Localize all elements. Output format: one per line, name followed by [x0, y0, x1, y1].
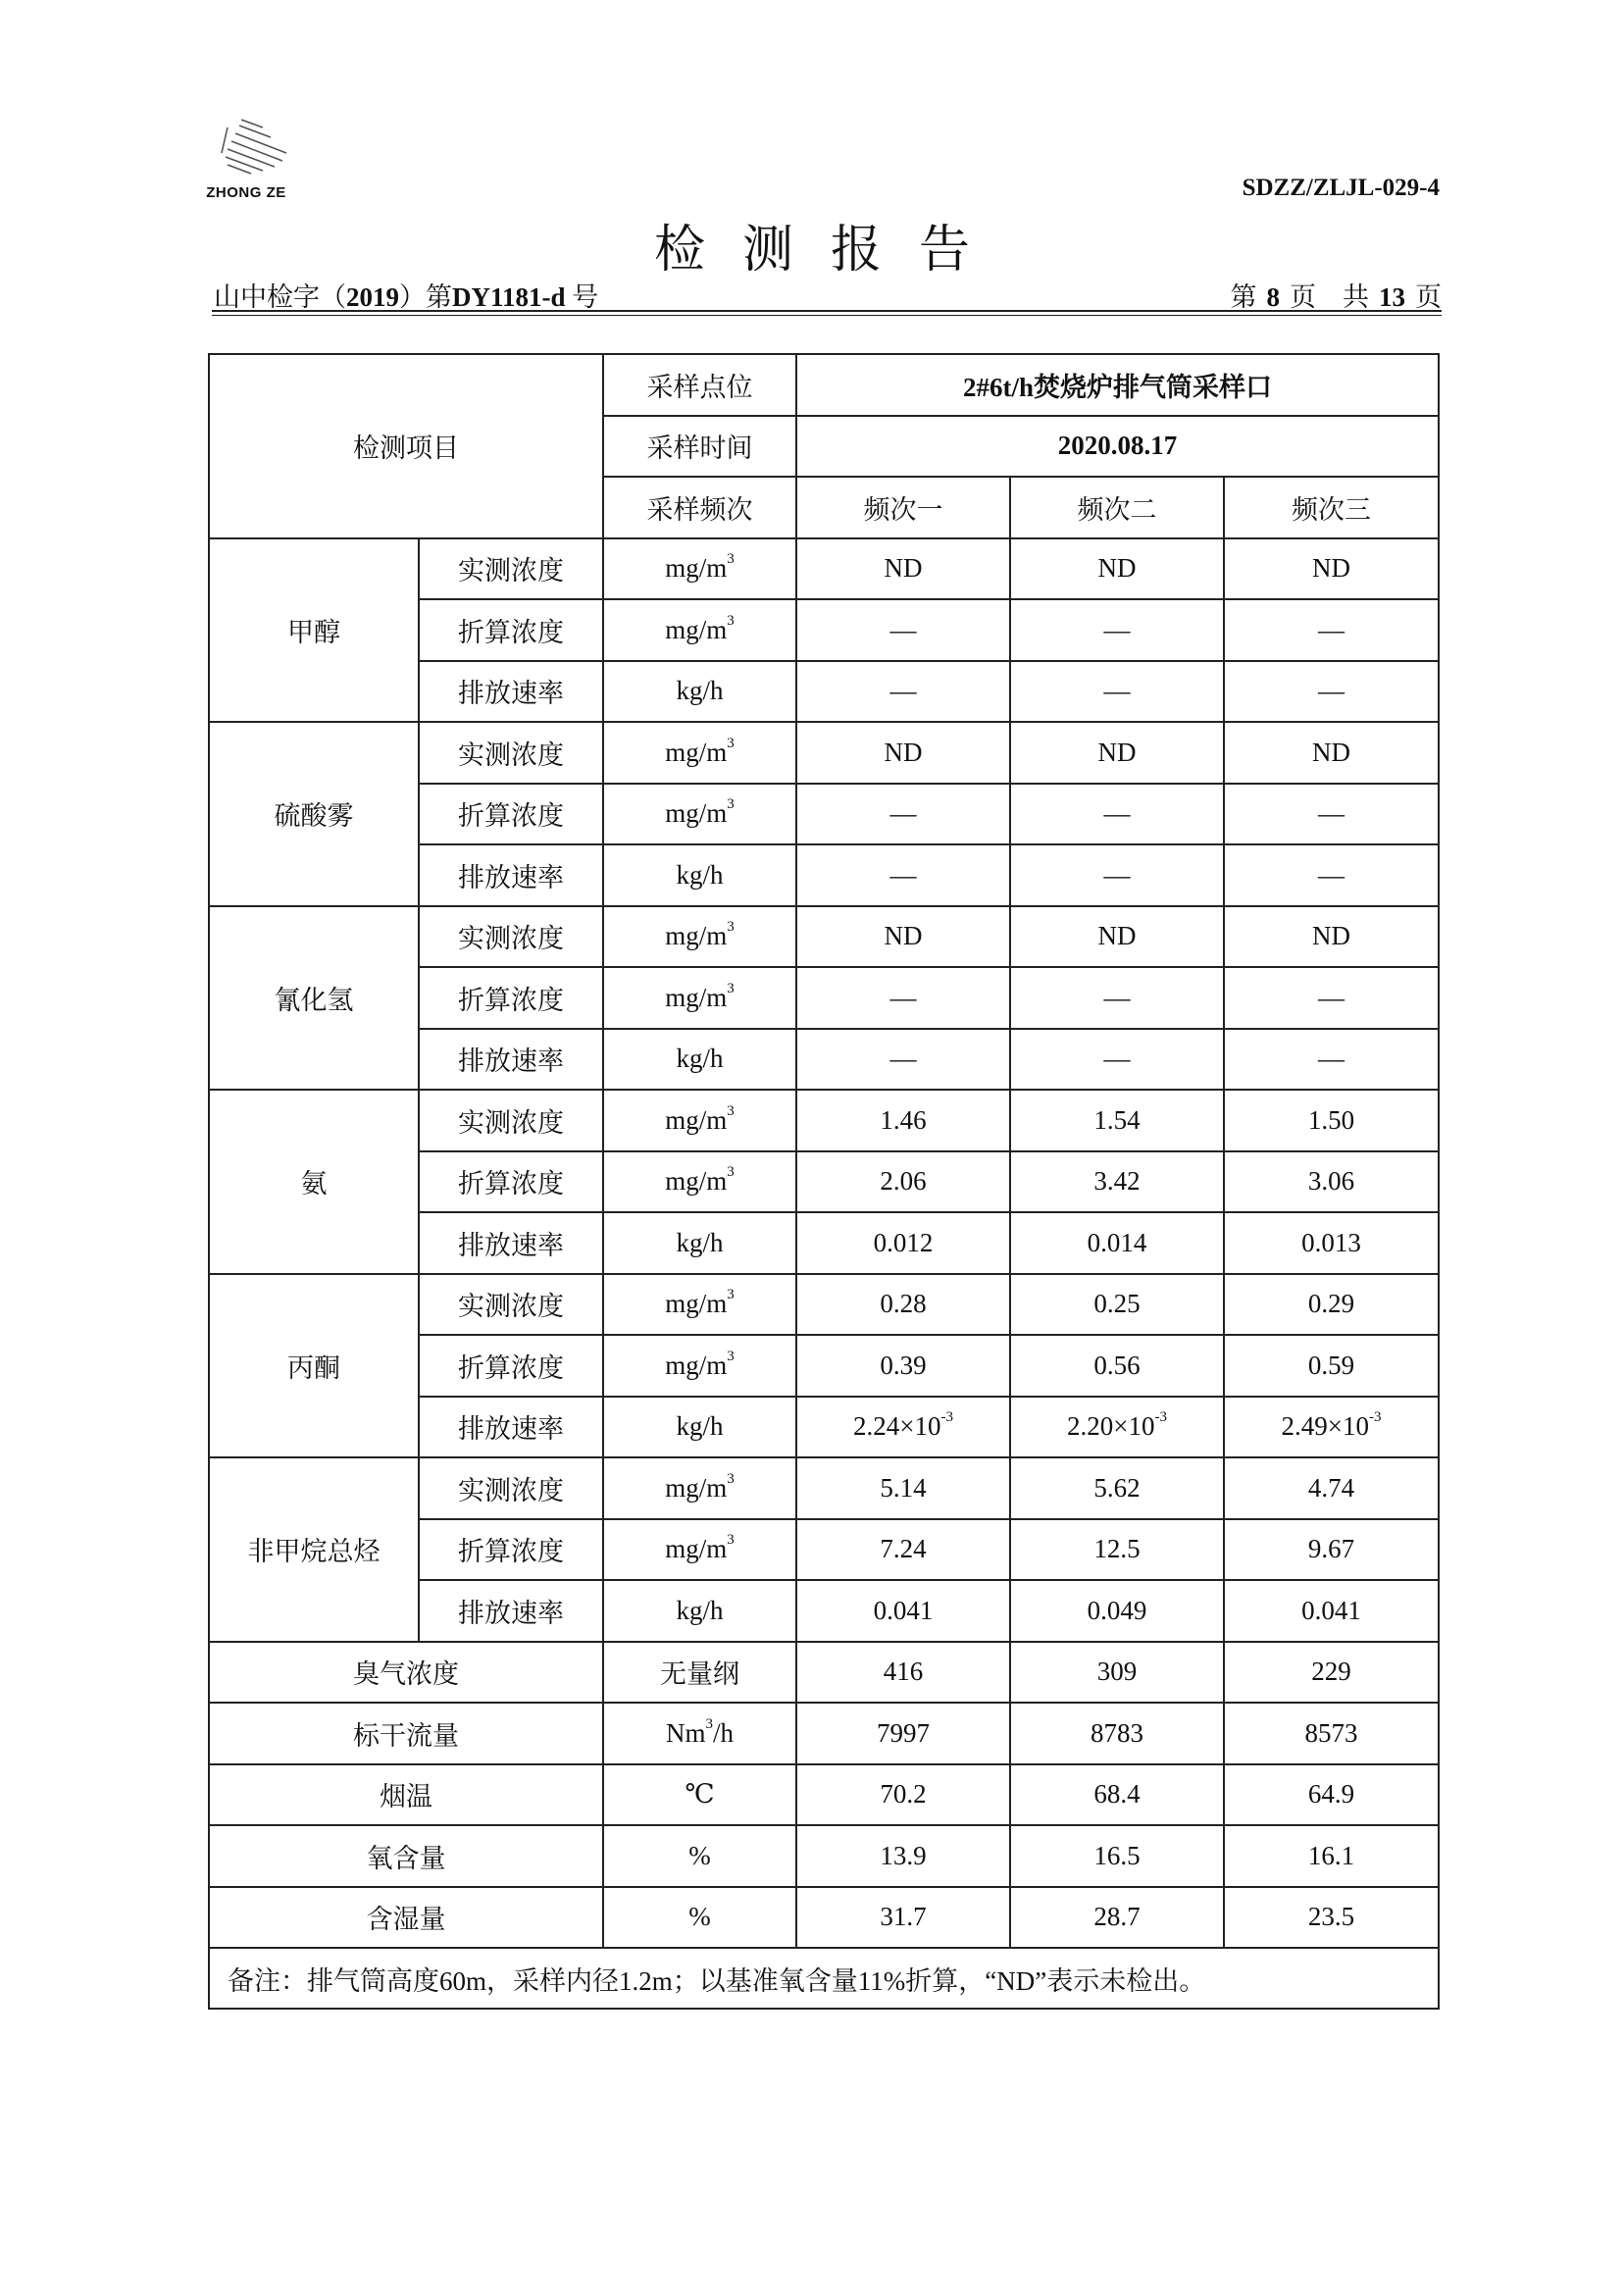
table-row — [209, 1703, 1439, 1764]
sampling-point-label: 采样点位 — [603, 354, 796, 416]
parameter-name: 实测浓度 — [419, 1457, 603, 1519]
value-cell: ND — [1010, 722, 1224, 784]
value-cell: $2.20\times 10^{-3}$ — [1010, 1397, 1224, 1458]
item-header: 检测项目 — [209, 354, 603, 538]
value-cell: 0.012 — [796, 1212, 1010, 1274]
parameter-name: 折算浓度 — [419, 967, 603, 1029]
table-row — [209, 722, 1439, 784]
value-cell: 1.50 — [1224, 1090, 1439, 1151]
value-cell: $2.24\times 10^{-3}$ — [796, 1397, 1010, 1458]
parameter-name: 排放速率 — [419, 661, 603, 723]
table-row — [209, 1457, 1439, 1519]
value-cell: 416 — [796, 1642, 1010, 1704]
report-title: 检测报告 — [653, 221, 1007, 280]
value-cell: — — [796, 661, 1010, 723]
header-rule — [212, 310, 1442, 312]
value-cell: 1.46 — [796, 1090, 1010, 1151]
table-row — [209, 1825, 1439, 1887]
value-cell: 12.5 — [1010, 1519, 1224, 1581]
header-row-sampling-point — [209, 354, 1439, 416]
value-cell: — — [1010, 661, 1224, 723]
unit: $mg/m^3$ — [603, 722, 796, 784]
value-cell: ND — [1224, 722, 1439, 784]
item-name: 含湿量 — [209, 1887, 603, 1949]
remarks: 备注：排气筒高度60m，采样内径1.2m；以基准氧含量11%折算，“ND”表示未检出。 — [209, 1948, 1439, 2009]
value-cell: — — [1224, 661, 1439, 723]
parameter-name: 折算浓度 — [419, 599, 603, 661]
table-row — [209, 1887, 1439, 1949]
table-row — [209, 1090, 1439, 1151]
value-cell: ND — [1224, 538, 1439, 600]
value-cell: ND — [1010, 906, 1224, 968]
value-cell: — — [1224, 967, 1439, 1029]
value-cell: 70.2 — [796, 1764, 1010, 1826]
logo-text: ZHONG ZE — [206, 184, 286, 201]
value-cell: — — [796, 967, 1010, 1029]
value-cell: ND — [796, 722, 1010, 784]
note-row — [209, 1948, 1439, 2009]
unit: $mg/m^3$ — [603, 1457, 796, 1519]
pollutant-name: 氰化氢 — [209, 906, 419, 1091]
unit: $mg/m^3$ — [603, 1090, 796, 1151]
parameter-name: 折算浓度 — [419, 1151, 603, 1213]
parameter-name: 排放速率 — [419, 1212, 603, 1274]
value-cell: 28.7 — [1010, 1887, 1224, 1949]
parameter-name: 实测浓度 — [419, 538, 603, 600]
sampling-time-label: 采样时间 — [603, 416, 796, 478]
value-cell: 13.9 — [796, 1825, 1010, 1887]
unit: kg/h — [603, 661, 796, 723]
unit: kg/h — [603, 1397, 796, 1458]
unit: $mg/m^3$ — [603, 906, 796, 968]
value-cell: 0.29 — [1224, 1274, 1439, 1336]
unit: kg/h — [603, 1212, 796, 1274]
value-cell: 7997 — [796, 1703, 1010, 1764]
value-cell: 8573 — [1224, 1703, 1439, 1764]
unit: ℃ — [603, 1764, 796, 1826]
parameter-name: 实测浓度 — [419, 722, 603, 784]
unit: % — [603, 1825, 796, 1887]
parameter-name: 实测浓度 — [419, 1274, 603, 1336]
value-cell: ND — [1224, 906, 1439, 968]
value-cell: ND — [1010, 538, 1224, 600]
value-cell: 9.67 — [1224, 1519, 1439, 1581]
value-cell: 0.25 — [1010, 1274, 1224, 1336]
pollutant-name: 硫酸雾 — [209, 722, 419, 906]
value-cell: 16.5 — [1010, 1825, 1224, 1887]
unit: $mg/m^3$ — [603, 1335, 796, 1397]
value-cell: 23.5 — [1224, 1887, 1439, 1949]
value-cell: — — [1010, 1029, 1224, 1091]
value-cell: 309 — [1010, 1642, 1224, 1704]
value-cell: — — [796, 844, 1010, 906]
results-table — [208, 353, 1440, 2010]
value-cell: 229 — [1224, 1642, 1439, 1704]
document-code: SDZZ/ZLJL-029-4 — [1242, 175, 1440, 201]
unit: % — [603, 1887, 796, 1949]
value-cell: 3.42 — [1010, 1151, 1224, 1213]
frequency-1: 频次一 — [796, 477, 1010, 538]
value-cell: 4.74 — [1224, 1457, 1439, 1519]
value-cell: 16.1 — [1224, 1825, 1439, 1887]
value-cell: 0.39 — [796, 1335, 1010, 1397]
report-number: 山中检字（2019）第DY1181-d 号 — [214, 282, 599, 312]
table-row — [209, 538, 1439, 600]
item-name: 标干流量 — [209, 1703, 603, 1764]
unit: $mg/m^3$ — [603, 599, 796, 661]
value-cell: — — [1224, 599, 1439, 661]
table-row — [209, 1274, 1439, 1336]
sampling-point-value: 2#6t/h焚烧炉排气筒采样口 — [796, 354, 1439, 416]
value-cell: 1.54 — [1010, 1090, 1224, 1151]
frequency-3: 频次三 — [1224, 477, 1439, 538]
value-cell: — — [796, 1029, 1010, 1091]
value-cell: ND — [796, 906, 1010, 968]
value-cell: 8783 — [1010, 1703, 1224, 1764]
value-cell: 7.24 — [796, 1519, 1010, 1581]
unit: $mg/m^3$ — [603, 967, 796, 1029]
pollutant-name: 甲醇 — [209, 538, 419, 723]
unit: $mg/m^3$ — [603, 1519, 796, 1581]
pollutant-name: 丙酮 — [209, 1274, 419, 1458]
pollutant-name: 非甲烷总烃 — [209, 1457, 419, 1642]
pollutant-name: 氨 — [209, 1090, 419, 1274]
unit: Nm$^3$/h — [603, 1703, 796, 1764]
value-cell: 3.06 — [1224, 1151, 1439, 1213]
parameter-name: 排放速率 — [419, 1029, 603, 1091]
parameter-name: 排放速率 — [419, 844, 603, 906]
unit: $mg/m^3$ — [603, 1151, 796, 1213]
value-cell: $2.49\times 10^{-3}$ — [1224, 1397, 1439, 1458]
parameter-name: 实测浓度 — [419, 906, 603, 968]
unit: kg/h — [603, 844, 796, 906]
item-name: 氧含量 — [209, 1825, 603, 1887]
value-cell: ND — [796, 538, 1010, 600]
unit: 无量纲 — [603, 1642, 796, 1704]
item-name: 烟温 — [209, 1764, 603, 1826]
value-cell: 0.013 — [1224, 1212, 1439, 1274]
unit: $mg/m^3$ — [603, 784, 796, 845]
sampling-time-value: 2020.08.17 — [796, 416, 1439, 478]
value-cell: 0.59 — [1224, 1335, 1439, 1397]
value-cell: 0.041 — [796, 1580, 1010, 1642]
value-cell: — — [1224, 784, 1439, 845]
parameter-name: 折算浓度 — [419, 1335, 603, 1397]
value-cell: — — [1010, 967, 1224, 1029]
value-cell: 0.041 — [1224, 1580, 1439, 1642]
value-cell: 0.28 — [796, 1274, 1010, 1336]
table-row — [209, 906, 1439, 968]
value-cell: 0.014 — [1010, 1212, 1224, 1274]
parameter-name: 折算浓度 — [419, 1519, 603, 1581]
value-cell: 2.06 — [796, 1151, 1010, 1213]
value-cell: 0.56 — [1010, 1335, 1224, 1397]
item-name: 臭气浓度 — [209, 1642, 603, 1704]
table-row — [209, 1642, 1439, 1704]
frequency-2: 频次二 — [1010, 477, 1224, 538]
parameter-name: 折算浓度 — [419, 784, 603, 845]
parameter-name: 实测浓度 — [419, 1090, 603, 1151]
table-row — [209, 1764, 1439, 1826]
value-cell: — — [1010, 844, 1224, 906]
unit: $mg/m^3$ — [603, 538, 796, 600]
value-cell: 5.14 — [796, 1457, 1010, 1519]
unit: kg/h — [603, 1580, 796, 1642]
value-cell: — — [1010, 599, 1224, 661]
parameter-name: 排放速率 — [419, 1397, 603, 1458]
header-rule-thin — [212, 315, 1442, 316]
unit: $mg/m^3$ — [603, 1274, 796, 1336]
value-cell: 5.62 — [1010, 1457, 1224, 1519]
frequency-label: 采样频次 — [603, 477, 796, 538]
page-indicator: 第 8 页 共 13 页 — [1230, 282, 1442, 312]
value-cell: — — [796, 784, 1010, 845]
value-cell: 64.9 — [1224, 1764, 1439, 1826]
value-cell: 68.4 — [1010, 1764, 1224, 1826]
unit: kg/h — [603, 1029, 796, 1091]
value-cell: — — [1224, 1029, 1439, 1091]
value-cell: — — [1224, 844, 1439, 906]
value-cell: — — [1010, 784, 1224, 845]
value-cell: 31.7 — [796, 1887, 1010, 1949]
value-cell: — — [796, 599, 1010, 661]
parameter-name: 排放速率 — [419, 1580, 603, 1642]
value-cell: 0.049 — [1010, 1580, 1224, 1642]
